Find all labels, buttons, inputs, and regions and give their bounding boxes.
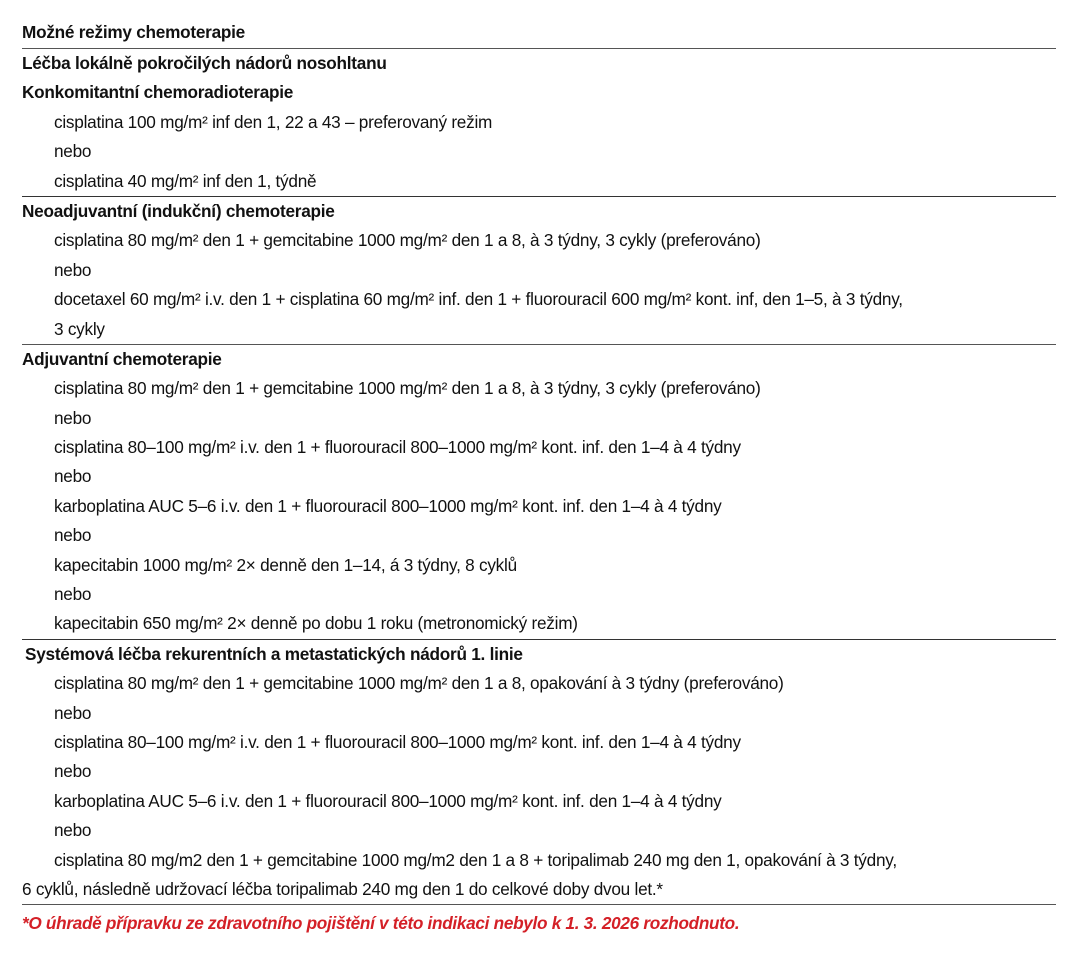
or-connector: nebo [54, 584, 92, 605]
or-connector: nebo [54, 407, 92, 428]
section-heading-neoadjuvant: Neoadjuvantní (indukční) chemoterapie [22, 200, 335, 221]
regimen-item: cisplatina 100 mg/m² inf den 1, 22 a 43 – preferovaný režim [54, 111, 493, 132]
footnote: *O úhradě přípravku ze zdravotního pojištění v této indikaci nebylo k 1. 3. 2026 rozhodnuto. [22, 913, 740, 934]
regimen-item: cisplatina 80 mg/m² den 1 + gemcitabine 1000 mg/m² den 1 a 8, opakování à 3 týdny (preferováno) [54, 673, 784, 694]
or-connector: nebo [54, 466, 92, 487]
regimen-item: kapecitabin 1000 mg/m² 2× denně den 1–14, á 3 týdny, 8 cyklů [54, 554, 517, 575]
section-heading-systemic: Systémová léčba rekurentních a metastatických nádorů 1. linie [25, 643, 523, 664]
or-connector: nebo [54, 259, 92, 280]
regimen-item: cisplatina 80 mg/m² den 1 + gemcitabine 1000 mg/m² den 1 a 8, à 3 týdny, 3 cykly (preferováno) [54, 378, 761, 399]
table-title: Možné režimy chemoterapie [22, 22, 245, 42]
regimen-item: karboplatina AUC 5–6 i.v. den 1 + fluorouracil 800–1000 mg/m² kont. inf. den 1–4 à 4 týdny [54, 790, 722, 811]
or-connector: nebo [54, 702, 92, 723]
regimen-item: cisplatina 80 mg/m² den 1 + gemcitabine 1000 mg/m² den 1 a 8, à 3 týdny, 3 cykly (preferováno) [54, 230, 761, 251]
regimen-table [22, 19, 1056, 941]
regimen-item: cisplatina 80–100 mg/m² i.v. den 1 + fluorouracil 800–1000 mg/m² kont. inf. den 1–4 à 4 týdny [54, 731, 741, 752]
regimen-item-continuation: 3 cykly [54, 318, 105, 339]
regimen-item-continuation: 6 cyklů, následně udržovací léčba toripalimab 240 mg den 1 do celkové doby dvou let.* [22, 878, 663, 899]
regimen-item: docetaxel 60 mg/m² i.v. den 1 + cisplatina 60 mg/m² inf. den 1 + fluorouracil 600 mg/m² kont. inf, den 1–5, à 3 týdny, [54, 289, 903, 310]
regimen-item: cisplatina 80–100 mg/m² i.v. den 1 + fluorouracil 800–1000 mg/m² kont. inf. den 1–4 à 4 týdny [54, 437, 741, 458]
section-heading-concomitant: Konkomitantní chemoradioterapie [22, 82, 294, 103]
section-heading-adjuvant: Adjuvantní chemoterapie [22, 348, 222, 369]
or-connector: nebo [54, 141, 92, 162]
regimen-item: kapecitabin 650 mg/m² 2× denně po dobu 1 roku (metronomický režim) [54, 613, 578, 634]
or-connector: nebo [54, 820, 92, 841]
section-heading-locally-advanced: Léčba lokálně pokročilých nádorů nosohltanu [22, 53, 387, 73]
regimen-item: cisplatina 80 mg/m2 den 1 + gemcitabine 1000 mg/m2 den 1 a 8 + toripalimab 240 mg den 1, opakování à 3 týdny, [54, 849, 897, 870]
or-connector: nebo [54, 525, 92, 546]
regimen-item: karboplatina AUC 5–6 i.v. den 1 + fluorouracil 800–1000 mg/m² kont. inf. den 1–4 à 4 týdny [54, 495, 722, 516]
or-connector: nebo [54, 761, 92, 782]
regimen-item: cisplatina 40 mg/m² inf den 1, týdně [54, 170, 317, 191]
